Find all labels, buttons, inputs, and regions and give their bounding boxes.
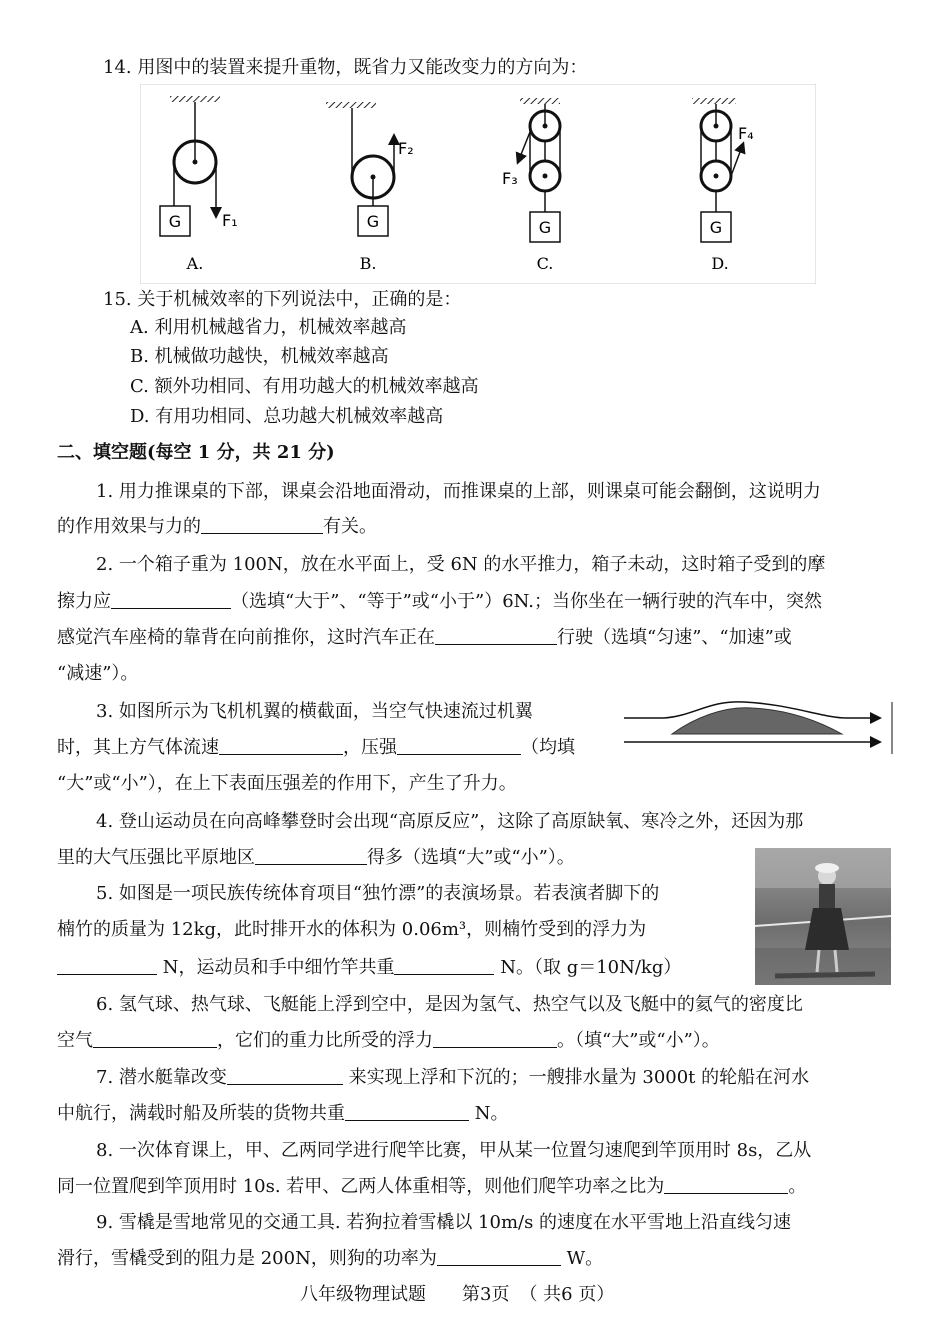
option-label-c: C. [536,254,554,273]
fill-q5-line3: N，运动员和手中细竹竿共重 N。（取 g＝10N/kg） [57,956,681,980]
q15-option-c: C. 额外功相同、有用功越大的机械效率越高 [130,376,479,397]
wing-cross-section-figure [624,696,896,758]
option-label-a: A. [186,254,204,273]
answer-blank[interactable] [227,1066,343,1085]
fill-q3-line3: “大”或“小”），在上下表面压强差的作用下，产生了升力。 [57,773,517,794]
option-d-pulley-block [692,98,754,273]
option-label-b: B. [359,254,377,273]
fill-q5-line1: 5. 如图是一项民族传统体育项目“独竹漂”的表演场景。若表演者脚下的 [96,883,660,904]
answer-blank[interactable] [397,736,521,755]
q14-stem: 14. 用图中的装置来提升重物，既省力又能改变力的方向为： [103,57,588,78]
answer-blank[interactable] [57,956,157,975]
fill-q1-line2: 的作用效果与力的 有关。 [57,516,377,537]
answer-blank[interactable] [93,1029,217,1048]
weight-label-c: G [538,218,552,237]
fill-q8-line1: 8. 一次体育课上，甲、乙两同学进行爬竿比赛，甲从某一位置匀速爬到竿顶用时 8s，乙从 [96,1140,812,1161]
option-b-movable-pulley [326,102,414,273]
answer-blank[interactable] [437,1247,561,1266]
answer-blank[interactable] [435,626,557,645]
fill-q2-line4: “减速”）。 [57,663,139,684]
fill-q7-line2: 中航行，满载时船及所装的货物共重 N。 [57,1103,509,1124]
fill-q8-line2: 同一位置爬到竿顶用时 10s. 若甲、乙两人体重相等，则他们爬竿功率之比为 。 [57,1176,807,1197]
answer-blank[interactable] [201,515,323,534]
answer-blank[interactable] [664,1175,788,1194]
fill-q3-line1: 3. 如图所示为飞机机翼的横截面，当空气快速流过机翼 [96,701,533,722]
fill-q5-line2: 楠竹的质量为 12kg，此时排开水的体积为 0.06m³，则楠竹受到的浮力为 [57,919,647,940]
force-label-d: F₄ [738,124,754,143]
q15-option-d: D. 有用功相同、总功越大机械效率越高 [130,406,444,427]
answer-blank[interactable] [433,1029,557,1048]
section-2-title: 二、填空题(每空 1 分，共 21 分) [57,442,335,463]
fill-q6-line2: 空气 ，它们的重力比所受的浮力 。（填“大”或“小”）。 [57,1030,720,1051]
footer-page: 第3页 [462,1284,510,1305]
weight-label-a: G [168,212,182,231]
fill-q4-line2: 里的大气压强比平原地区 得多（选填“大”或“小”）。 [57,847,575,868]
bamboo-rafting-photo [755,848,891,985]
q15-stem: 15. 关于机械效率的下列说法中，正确的是： [103,289,462,310]
answer-blank[interactable] [345,1102,469,1121]
fill-q4-line1: 4. 登山运动员在向高峰攀登时会出现“高原反应”，这除了高原缺氧、寒冷之外，还因为那 [96,811,804,832]
answer-blank[interactable] [219,736,343,755]
force-label-c: F₃ [502,169,518,188]
q15-option-b: B. 机械做功越快，机械效率越高 [130,346,389,367]
force-label-b: F₂ [398,139,414,158]
force-label-a: F₁ [222,211,238,230]
fill-q2-line3: 感觉汽车座椅的靠背在向前推你，这时汽车正在 行驶（选填“匀速”、“加速”或 [57,627,792,648]
page-footer [300,1283,614,1307]
fill-q2-line1: 2. 一个箱子重为 100N，放在水平面上，受 6N 的水平推力，箱子未动，这时箱子受到的摩 [96,554,826,575]
weight-label-d: G [709,218,723,237]
footer-subject: 八年级物理试题 [300,1284,426,1305]
fill-q7-line1: 7. 潜水艇靠改变 来实现上浮和下沉的；一艘排水量为 3000t 的轮船在河水 [96,1067,810,1088]
fill-q1-line1: 1. 用力推课桌的下部，课桌会沿地面滑动，而推课桌的上部，则课桌可能会翻倒，这说明力 [96,481,821,502]
fill-q3-line2: 时，其上方气体流速 ，压强 （均填 [57,737,575,758]
answer-blank[interactable] [394,956,494,975]
q14-pulley-figure [140,84,816,284]
q15-option-a: A. 利用机械越省力，机械效率越高 [130,317,407,338]
fill-q9-line1: 9. 雪橇是雪地常见的交通工具. 若狗拉着雪橇以 10m/s 的速度在水平雪地上沿直线匀速 [96,1212,792,1233]
answer-blank[interactable] [255,846,367,865]
fill-q2-line2: 擦力应 （选填“大于”、“等于”或“小于”）6N.；当你坐在一辆行驶的汽车中，突然 [57,591,822,612]
option-a-fixed-pulley [160,96,238,273]
option-c-pulley-block [502,98,560,273]
footer-total: （ 共6 页） [519,1284,615,1305]
fill-q6-line1: 6. 氢气球、热气球、飞艇能上浮到空中，是因为氢气、热空气以及飞艇中的氦气的密度比 [96,994,803,1015]
weight-label-b: G [366,212,380,231]
option-label-d: D. [711,254,729,273]
answer-blank[interactable] [111,590,231,609]
fill-q9-line2: 滑行，雪橇受到的阻力是 200N，则狗的功率为 W。 [57,1248,604,1269]
